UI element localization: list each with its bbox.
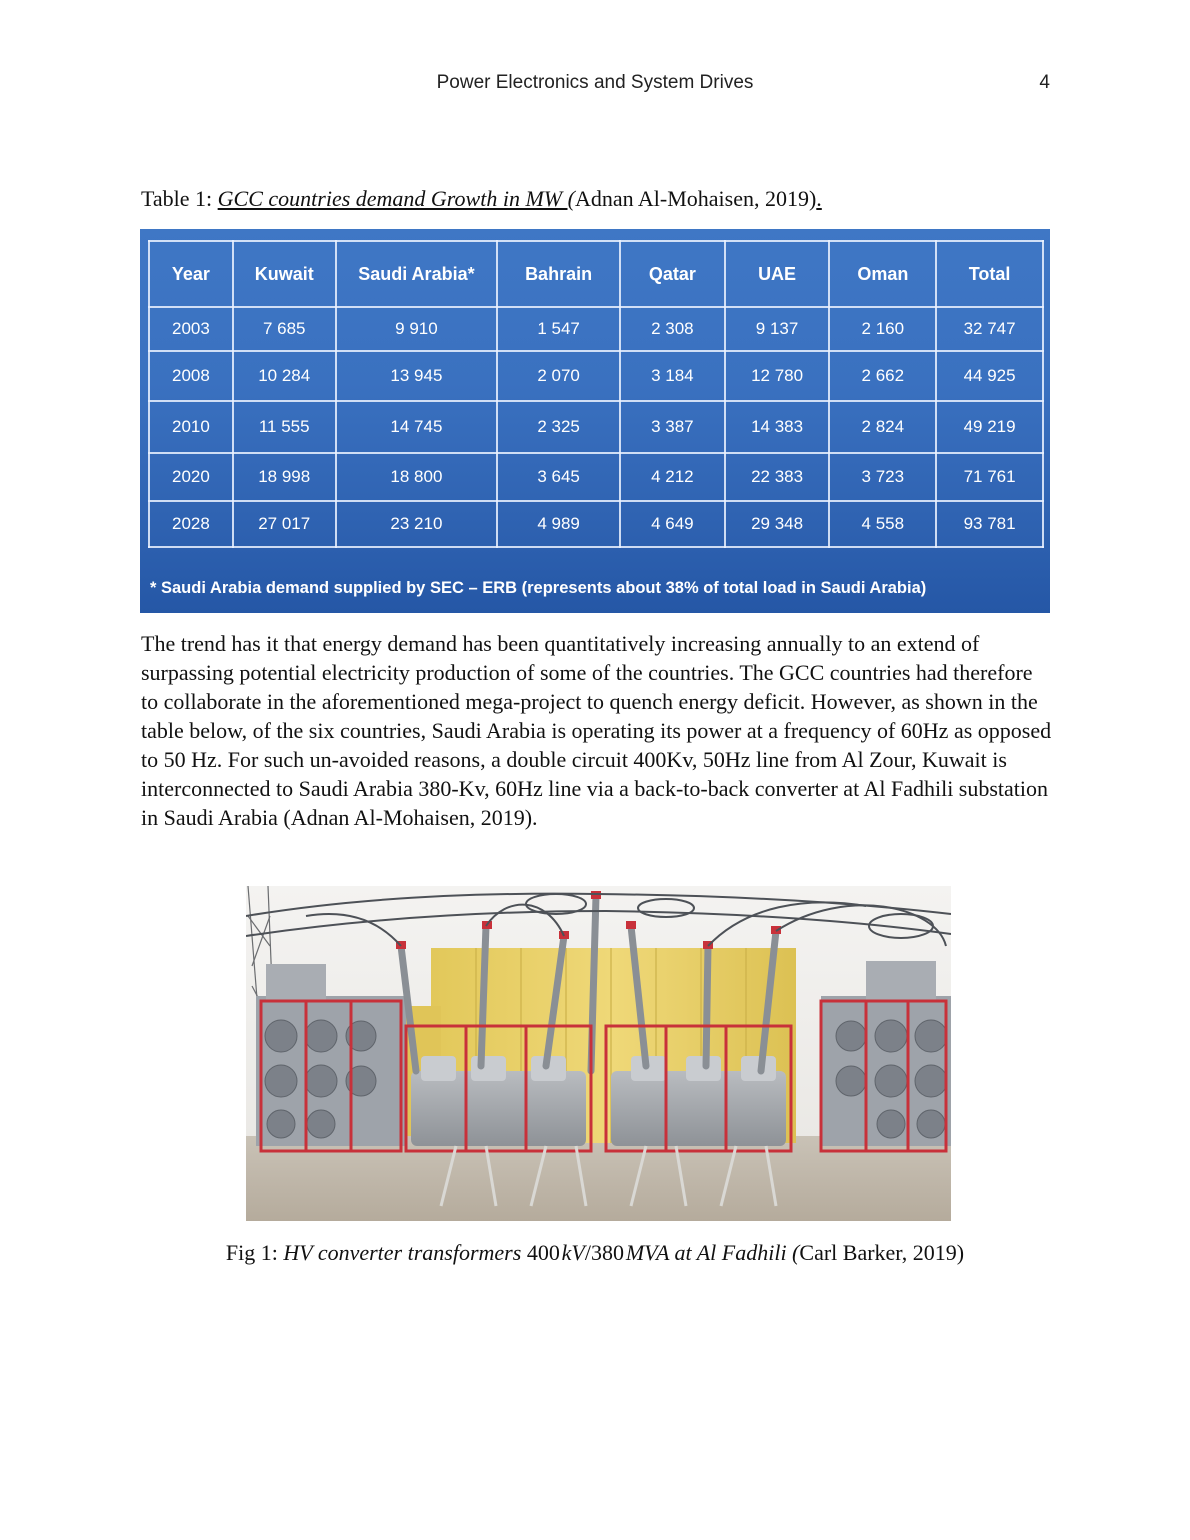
table-cell: 9 910: [336, 307, 498, 351]
math-unit: MVA: [625, 1240, 670, 1265]
figure-caption-title: HV converter transformers: [283, 1240, 527, 1265]
demand-table-panel: [140, 229, 1050, 613]
table-row: [149, 351, 1043, 401]
table-footnote: * Saudi Arabia demand supplied by SEC – ERB (represents about 38% of total load in Saudi Arabia): [150, 579, 927, 597]
table-cell: 9 137: [725, 307, 830, 351]
table-cell: 2 070: [497, 351, 620, 401]
body-paragraph: The trend has it that energy demand has been quantitatively increasing annually to an extend of surpassing potential electricity production of some of the countries. The GCC countries had therefore to collaborate in the aforementioned mega-project to quench energy deficit. However, as shown in the table below, of the six countries, Saudi Arabia is operating its power at a frequency of 60Hz as opposed to 50 Hz. For such un-avoided reasons, a double circuit 400Kv, 50Hz line from Al Zour, Kuwait is interconnected to Saudi Arabia 380-Kv, 60Hz line via a back-to-back converter at Al Fadhili substation in Saudi Arabia (Adnan Al-Mohaisen, 2019).: [141, 631, 1052, 830]
table-cell: 13 945: [336, 351, 498, 401]
table-cell: 2008: [149, 351, 233, 401]
table-caption-source: Adnan Al-Mohaisen, 2019): [574, 186, 817, 211]
table-cell: 2 662: [829, 351, 936, 401]
table-cell: 27 017: [233, 501, 336, 547]
table-cell: 14 383: [725, 401, 830, 453]
table-cell: 2 824: [829, 401, 936, 453]
table-cell: 2 308: [620, 307, 725, 351]
table-row: [149, 307, 1043, 351]
table-cell: 2020: [149, 453, 233, 501]
table-cell: 3 184: [620, 351, 725, 401]
table-cell: 22 383: [725, 453, 830, 501]
table-row: [149, 501, 1043, 547]
table-cell: 3 387: [620, 401, 725, 453]
table-row: [149, 401, 1043, 453]
table-cell: 11 555: [233, 401, 336, 453]
table-cell: 2010: [149, 401, 233, 453]
table-cell: 7 685: [233, 307, 336, 351]
table-cell: 14 745: [336, 401, 498, 453]
figure-caption: [0, 1239, 1190, 1267]
table-cell: 2003: [149, 307, 233, 351]
table-cell: 18 998: [233, 453, 336, 501]
column-header: Oman: [829, 241, 936, 307]
table-header-row: [149, 241, 1043, 307]
table-cell: 44 925: [936, 351, 1043, 401]
table-cell: 4 649: [620, 501, 725, 547]
table-cell: 71 761: [936, 453, 1043, 501]
column-header: Year: [149, 241, 233, 307]
table-cell: 10 284: [233, 351, 336, 401]
table-cell: 4 212: [620, 453, 725, 501]
table-cell: 1 547: [497, 307, 620, 351]
figure-caption-math: [527, 1240, 669, 1265]
table-caption-prefix: Table 1:: [141, 186, 218, 211]
table-cell: 23 210: [336, 501, 498, 547]
math-number: 400: [526, 1240, 560, 1265]
math-separator: /: [584, 1240, 591, 1265]
table-cell: 2 160: [829, 307, 936, 351]
table-cell: 2028: [149, 501, 233, 547]
column-header: Saudi Arabia*: [336, 241, 498, 307]
table-cell: 2 325: [497, 401, 620, 453]
table-cell: 4 558: [829, 501, 936, 547]
page-number: 4: [1039, 72, 1050, 93]
table-caption-title: GCC countries demand Growth in MW (: [217, 186, 575, 211]
column-header: Bahrain: [497, 241, 620, 307]
column-header: Kuwait: [233, 241, 336, 307]
converter-transformer-photo: [246, 886, 951, 1221]
table-cell: 4 989: [497, 501, 620, 547]
running-head: Power Electronics and System Drives: [436, 72, 754, 93]
table-cell: 12 780: [725, 351, 830, 401]
figure-caption-source: Carl Barker, 2019): [799, 1240, 965, 1265]
figure-caption-prefix: Fig 1:: [225, 1240, 284, 1265]
math-unit: kV: [561, 1240, 585, 1265]
column-header: UAE: [725, 241, 830, 307]
table-cell: 18 800: [336, 453, 498, 501]
math-number: 380: [590, 1240, 624, 1265]
demand-table: [148, 240, 1044, 548]
column-header: Qatar: [620, 241, 725, 307]
table-cell: 3 723: [829, 453, 936, 501]
table-cell: 32 747: [936, 307, 1043, 351]
table-cell: 29 348: [725, 501, 830, 547]
table-caption: [141, 186, 1051, 212]
table-row: [149, 453, 1043, 501]
substation-illustration: [246, 886, 951, 1221]
figure-caption-location: at Al Fadhili (: [669, 1240, 800, 1265]
table-cell: 93 781: [936, 501, 1043, 547]
table-cell: 3 645: [497, 453, 620, 501]
column-header: Total: [936, 241, 1043, 307]
table-caption-suffix: .: [816, 186, 822, 211]
table-cell: 49 219: [936, 401, 1043, 453]
